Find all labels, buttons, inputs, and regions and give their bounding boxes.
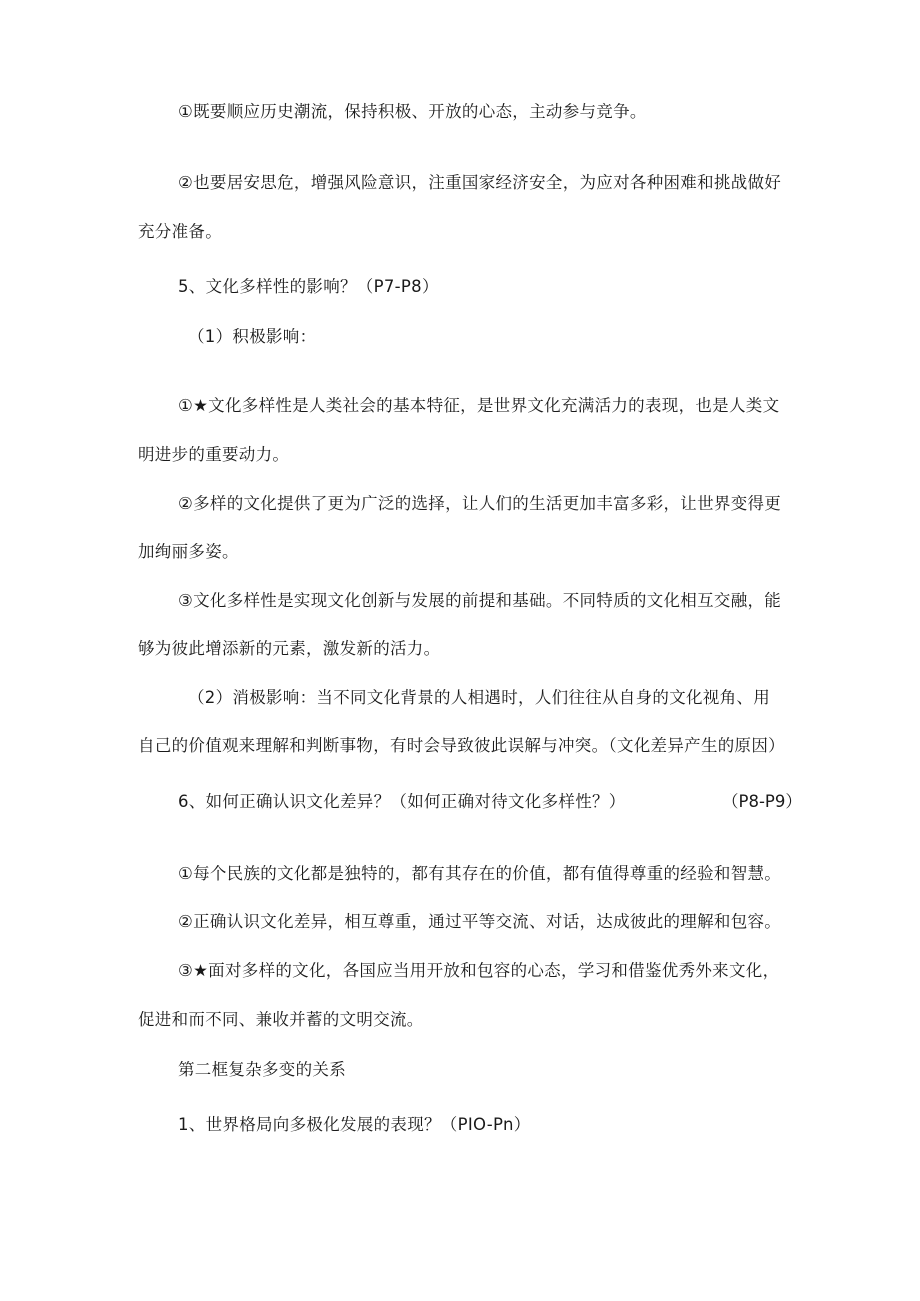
paragraph-line: 充分准备。	[138, 222, 222, 241]
section-heading: 1、世界格局向多极化发展的表现？（PIO-Pn）	[178, 1115, 531, 1134]
paragraph-line: 加绚丽多姿。	[138, 542, 239, 561]
paragraph-line: 明进步的重要动力。	[138, 445, 290, 464]
section-heading: 5、文化多样性的影响？（P7-P8）	[178, 277, 439, 296]
paragraph-line: ①每个民族的文化都是独特的，都有其存在的价值，都有值得尊重的经验和智慧。	[178, 864, 782, 883]
subsection-heading: （1）积极影响：	[188, 327, 317, 346]
paragraph-line: ③★面对多样的文化，各国应当用开放和包容的心态，学习和借鉴优秀外来文化，	[178, 961, 780, 980]
page-reference: （P8-P9）	[722, 792, 802, 811]
chapter-heading: 第二框复杂多变的关系	[178, 1060, 346, 1079]
paragraph-line: 自己的价值观来理解和判断事物，有时会导致彼此误解与冲突。（文化差异产生的原因）	[138, 736, 785, 755]
paragraph-line: ②正确认识文化差异，相互尊重，通过平等交流、对话，达成彼此的理解和包容。	[178, 912, 782, 931]
paragraph-line: ②多样的文化提供了更为广泛的选择，让人们的生活更加丰富多彩，让世界变得更	[178, 494, 782, 513]
subsection-heading: （2）消极影响：当不同文化背景的人相遇时，人们往往从自身的文化视角、用	[188, 688, 770, 707]
paragraph-line: ①★文化多样性是人类社会的基本特征，是世界文化充满活力的表现，也是人类文	[178, 396, 780, 415]
paragraph-line: ②也要居安思危，增强风险意识，注重国家经济安全，为应对各种困难和挑战做好	[178, 173, 782, 192]
paragraph-line: 够为彼此增添新的元素，激发新的活力。	[138, 639, 441, 658]
section-heading: 6、如何正确认识文化差异？（如何正确对待文化多样性？）	[178, 792, 626, 811]
paragraph-line: 促进和而不同、兼收并蓄的文明交流。	[138, 1010, 424, 1029]
paragraph-line: ③文化多样性是实现文化创新与发展的前提和基础。不同特质的文化相互交融，能	[178, 591, 782, 610]
paragraph-line: ①既要顺应历史潮流，保持积极、开放的心态，主动参与竞争。	[178, 102, 647, 121]
